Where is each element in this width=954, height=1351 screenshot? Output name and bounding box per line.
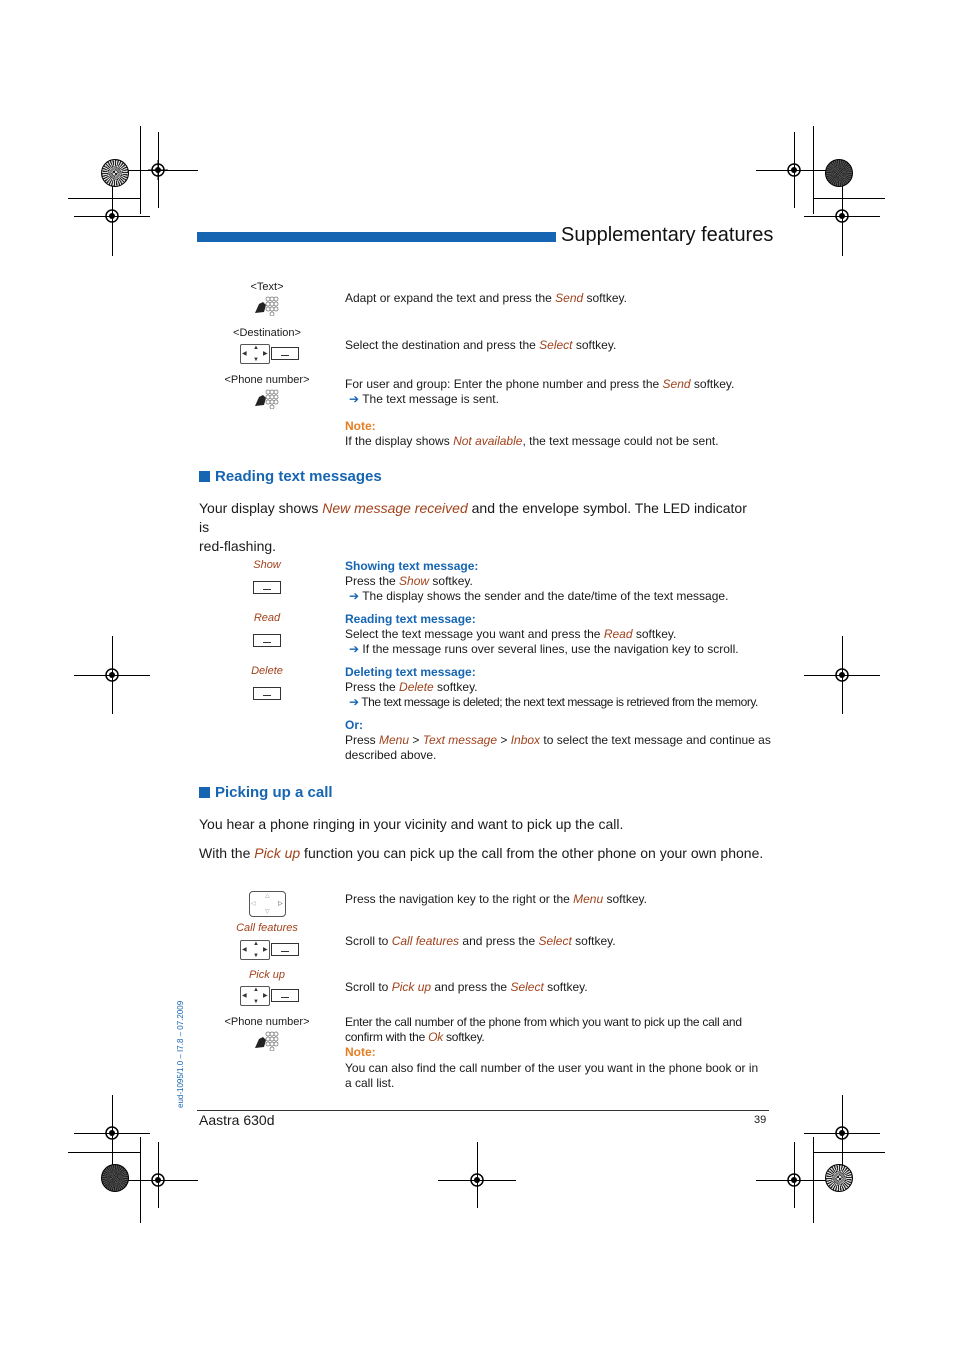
page-title: Supplementary features [561, 224, 774, 246]
pickup-step2-text: Scroll to Call features and press the Select softkey. [345, 934, 616, 948]
deleting-title: Deleting text message: [345, 665, 476, 679]
key-label-show: Show [253, 559, 281, 571]
showing-text: Press the Show softkey. [345, 574, 473, 588]
header-bar [197, 232, 556, 242]
star-target-icon [101, 1164, 129, 1192]
arrow-right-icon: ➔ [349, 695, 359, 709]
pickup-para2: With the Pick up function you can pick up the call from the other phone on your own phone. [199, 845, 764, 861]
step-text-adapt: Adapt or expand the text and press the Send softkey. [345, 291, 627, 305]
footer-page-number: 39 [754, 1114, 767, 1126]
step-label-pick-up: Pick up [248, 969, 286, 981]
softkey-icon [271, 943, 299, 956]
reg-line [112, 178, 113, 256]
arrow-right-icon: ➔ [349, 589, 360, 603]
navigation-key-icon: ▲ ▼ ◀ ▶ [240, 940, 270, 960]
heading-square-icon [199, 787, 210, 798]
reg-line [158, 132, 159, 208]
reg-line [112, 1095, 113, 1173]
crop-mark [68, 198, 140, 199]
reading-result: ➔ If the message runs over several lines, use the navigation key to scroll. [349, 642, 739, 656]
keypad-icon [253, 389, 279, 409]
deleting-text: Press the Delete softkey. [345, 680, 478, 694]
reg-line [794, 1142, 795, 1208]
keypad-icon [253, 1031, 279, 1051]
pickup-step1-text: Press the navigation key to the right or the Menu softkey. [345, 892, 647, 906]
crop-mark [813, 1152, 885, 1153]
step-label-text: <Text> [250, 281, 284, 293]
softkey-icon [271, 989, 299, 1002]
reg-line [756, 170, 834, 171]
star-target-icon [825, 159, 853, 187]
reading-text: Select the text message you want and press the Read softkey. [345, 627, 677, 641]
reading-intro: Your display shows New message received and the envelope symbol. The LED indicator is red-flashing. [199, 500, 747, 554]
result-message-sent: ➔ The text message is sent. [349, 392, 499, 406]
key-label-read: Read [253, 612, 281, 624]
reg-line [842, 636, 843, 714]
arrow-right-icon: ➔ [349, 642, 360, 656]
softkey-delete[interactable] [253, 687, 281, 700]
note-label: Note: [345, 419, 376, 433]
heading-square-icon [199, 471, 210, 482]
step-label-phone-number: <Phone number> [224, 374, 310, 386]
footer-product: Aastra 630d [199, 1112, 275, 1128]
step-text-destination: Select the destination and press the Select softkey. [345, 338, 617, 352]
reg-line [842, 178, 843, 256]
crop-mark [813, 198, 885, 199]
star-target-icon [825, 1164, 853, 1192]
note-text: If the display shows Not available, the text message could not be sent. [345, 434, 719, 448]
reg-line [794, 132, 795, 208]
step-label-phone-number-2: <Phone number> [224, 1016, 310, 1028]
section-heading-reading: Reading text messages [199, 468, 382, 485]
navigation-key-right-icon[interactable]: △ ▽ ◁ ▷ [249, 891, 286, 917]
navigation-key-icon: ▲ ▼ ◀ ▶ [240, 986, 270, 1006]
reading-title: Reading text message: [345, 612, 476, 626]
navigation-key-icon: ▲ ▼ ◀ ▶ [240, 344, 270, 364]
section-heading-pickup: Picking up a call [199, 784, 333, 801]
reg-line [756, 1180, 834, 1181]
reg-line [842, 1095, 843, 1173]
or-label: Or: [345, 718, 363, 732]
reg-line [112, 636, 113, 714]
reg-line [120, 1180, 198, 1181]
or-text: Press Menu > Text message > Inbox to select the text message and continue as described above. [345, 733, 771, 762]
star-target-icon [101, 159, 129, 187]
footer-rule [197, 1110, 769, 1111]
step-text-phone-number: For user and group: Enter the phone number and press the Send softkey. [345, 377, 735, 391]
pickup-step4-text: Enter the call number of the phone from which you want to pick up the call and confirm with the Ok softkey. [345, 1015, 742, 1044]
pickup-note-text: You can also find the call number of the user you want in the phone book or in a call list. [345, 1061, 759, 1090]
showing-title: Showing text message: [345, 559, 479, 573]
key-label-delete: Delete [251, 665, 283, 677]
side-code: eud-1095/1.0 – I7.8 – 07.2009 [176, 1000, 185, 1108]
arrow-right-icon: ➔ [349, 392, 360, 406]
step-label-destination: <Destination> [233, 327, 301, 339]
showing-result: ➔ The display shows the sender and the date/time of the text message. [349, 589, 729, 603]
pickup-para1: You hear a phone ringing in your vicinity and want to pick up the call. [199, 816, 624, 832]
softkey-show[interactable] [253, 581, 281, 594]
pickup-step3-text: Scroll to Pick up and press the Select softkey. [345, 980, 588, 994]
softkey-icon [271, 347, 299, 360]
keypad-icon [253, 296, 279, 316]
deleting-result: ➔ The text message is deleted; the next text message is retrieved from the memory. [349, 695, 758, 709]
reg-line [158, 1142, 159, 1208]
crop-mark [68, 1152, 140, 1153]
step-label-call-features: Call features [236, 922, 298, 934]
reg-line [120, 170, 198, 171]
pickup-note-label: Note: [345, 1045, 376, 1059]
reg-line [477, 1142, 478, 1208]
softkey-read[interactable] [253, 634, 281, 647]
